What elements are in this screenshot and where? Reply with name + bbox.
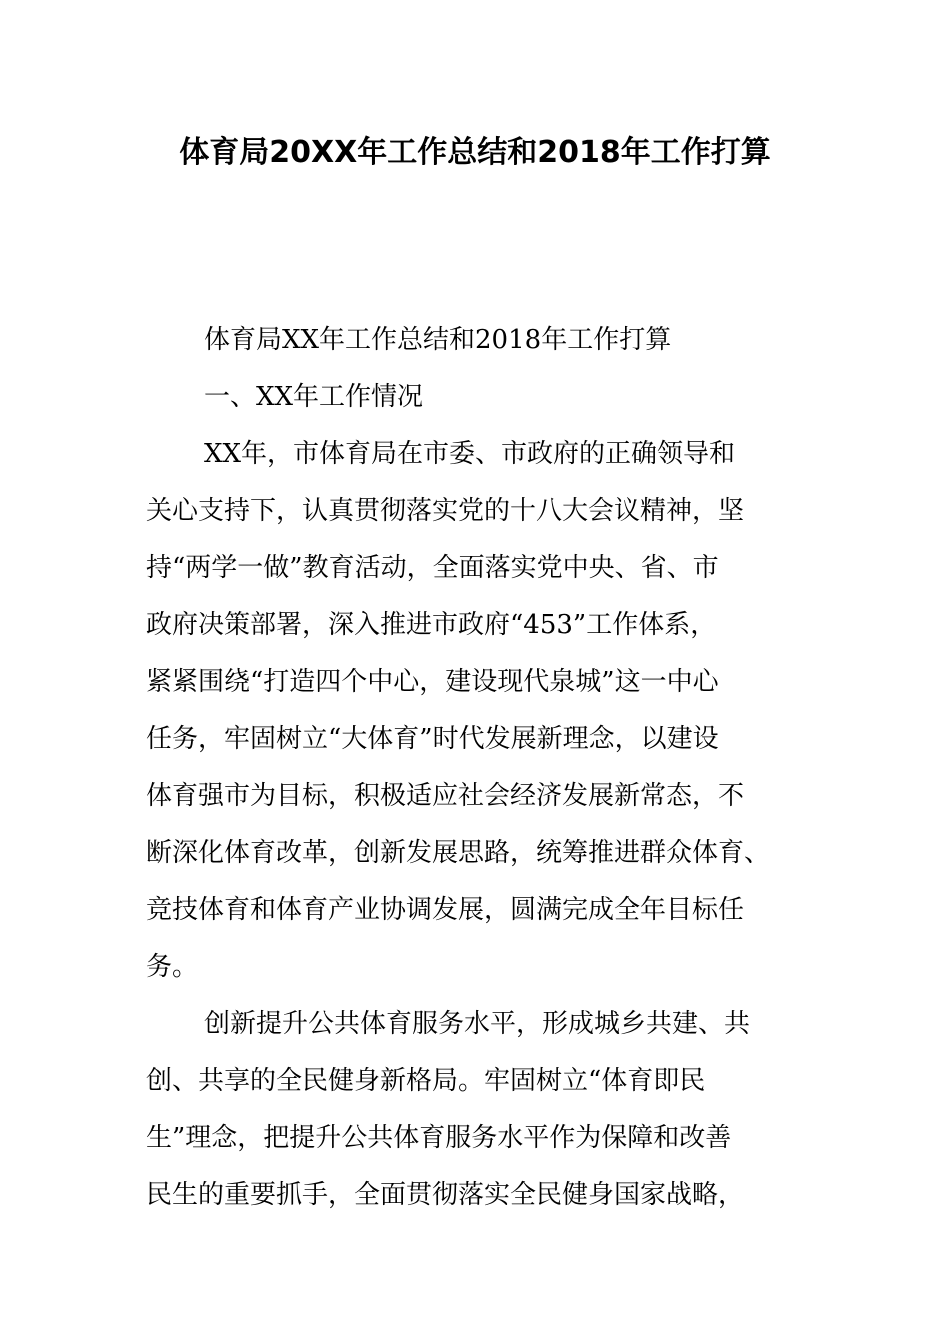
paragraph-1-line: 关心支持下，认真贯彻落实党的十八大会议精神，坚 (146, 496, 745, 526)
section-heading (146, 369, 826, 426)
paragraph-1-line: XX年，市体育局在市委、市政府的正确领导和 (204, 439, 736, 469)
subtitle-paragraph (146, 312, 826, 369)
paragraph-1 (146, 426, 826, 996)
paragraph-1-line: 断深化体育改革，创新发展思路，统筹推进群众体育、 (146, 838, 771, 868)
section-heading-text: 一、XX年工作情况 (204, 382, 424, 412)
document-body (146, 312, 826, 1224)
paragraph-1-line: 紧紧围绕“打造四个中心，建设现代泉城”这一中心 (146, 667, 719, 697)
paragraph-1-line: 任务，牢固树立“大体育”时代发展新理念，以建设 (146, 724, 719, 754)
paragraph-1-line: 务。 (146, 952, 199, 982)
paragraph-1-line: 竞技体育和体育产业协调发展，圆满完成全年目标任 (146, 895, 745, 925)
paragraph-2-line: 民生的重要抓手，全面贯彻落实全民健身国家战略， (146, 1180, 745, 1210)
paragraph-2-line: 创、共享的全民健身新格局。牢固树立“体育即民 (146, 1066, 706, 1096)
paragraph-2-line: 创新提升公共体育服务水平，形成城乡共建、共 (204, 1009, 751, 1039)
paragraph-2-line: 生”理念，把提升公共体育服务水平作为保障和改善 (146, 1123, 732, 1153)
paragraph-1-line: 持“两学一做”教育活动，全面落实党中央、省、市 (146, 553, 719, 583)
paragraph-2 (146, 996, 826, 1224)
subtitle-text: 体育局XX年工作总结和2018年工作打算 (204, 325, 672, 355)
document-title: 体育局20XX年工作总结和2018年工作打算 (179, 135, 771, 170)
paragraph-1-line: 政府决策部署，深入推进市政府“453”工作体系， (146, 610, 717, 640)
paragraph-1-line: 体育强市为目标，积极适应社会经济发展新常态，不 (146, 781, 745, 811)
